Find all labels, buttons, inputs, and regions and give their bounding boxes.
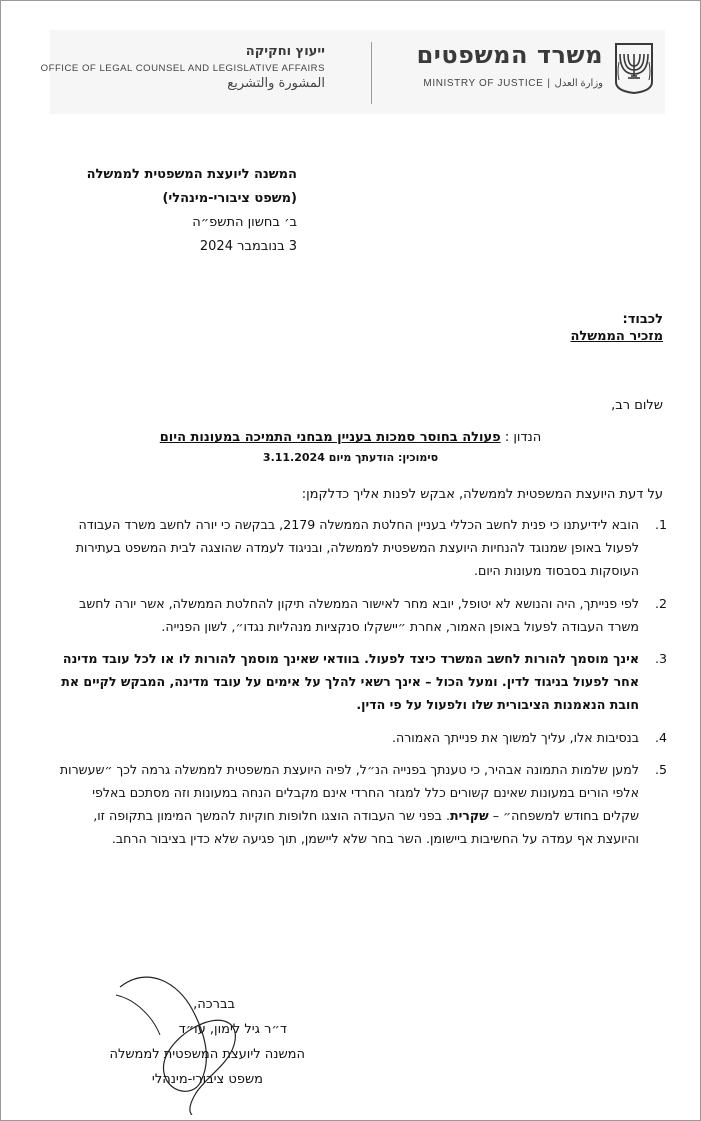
ministry-name-line xyxy=(417,78,603,89)
list-item-text: לפי פנייתך, היה והנושא לא יטופל, יובא מחר לאישור הממשלה תיקון להחלטת הממשלה, אשר יורה לחשב משרד העבודה לפעול באופן האמור, אחרת ״יישקלו סנקציות מנהליות נגדו״, לשון הפנייה. xyxy=(79,595,639,634)
signature-name: ד״ר גיל לימון, עו״ד xyxy=(178,1022,287,1037)
list-item-emphasis: שקרית xyxy=(449,808,489,824)
list-item-text: אינך מוסמך להורות לחשב המשרד כיצד לפעול. בוודאי שאינך מוסמך להורות לו או לכל עובד מדינה אחר לפעול בניגוד לדין. ומעל הכול – אינך רשאי להלך על אימים על עובד מדינה, המבקש לקיים את חובת הנאמנות הציבורית שלו ולפעול על פי הדין. xyxy=(61,651,639,713)
list-item-number: 4. xyxy=(654,729,667,745)
signature-closing: בברכה, xyxy=(193,997,235,1012)
list-item-text xyxy=(57,758,639,851)
list-item-text-part: למען שלמות התמונה אבהיר, כי טענתך בפנייה הנ״ל, לפיה היועצת המשפטית לממשלה גרמה לכך ״שעשרות אלפי הורים במעונות שאינם קשורים כלל למגזר החרדי אינם מקבלים הנחה במעונות וזה מסתכם באלפי שקלים בחודש למשפחה״ – xyxy=(59,761,639,824)
date-hebrew: ב׳ בחשון התשפ״ה xyxy=(192,215,297,230)
office-block xyxy=(41,44,325,91)
numbered-list xyxy=(57,513,667,860)
recipient-label: לכבוד: xyxy=(622,312,663,327)
office-name-arabic: المشورة والتشريع xyxy=(227,76,325,91)
letterhead xyxy=(40,30,665,114)
date-gregorian: 3 בנובמבר 2024 xyxy=(199,239,297,254)
subject-line xyxy=(60,430,641,445)
subject-text: פעולה בחוסר סמכות בעניין מבחני התמיכה במעונות היום xyxy=(159,430,501,445)
list-item-number: 2. xyxy=(654,595,667,611)
sender-subtitle: (משפט ציבורי-מינהלי) xyxy=(162,191,297,206)
list-item xyxy=(57,592,667,638)
ministry-name-english: MINISTRY OF JUSTICE xyxy=(423,78,544,89)
list-item-text: בנסיבות אלו, עליך למשוך את פנייתך האמורה. xyxy=(391,729,639,745)
list-item-number: 1. xyxy=(654,517,667,532)
ministry-name-arabic: وزارة العدل xyxy=(554,78,603,89)
signature-title: המשנה ליועצת המשפטית לממשלה xyxy=(109,1047,305,1062)
list-item-text-part: . בפני שר העבודה הוצגו חלופות חוקיות להמשך המימון בתקופה זו, והיועצת אף עמדה על החשיבות ביישומן. השר בחר שלא ליישמן, תוך פגיעה שלא כדין בציבור הרחב. xyxy=(93,808,639,847)
recipient-name: מזכיר הממשלה xyxy=(570,329,663,344)
office-name-english: OFFICE OF LEGAL COUNSEL AND LEGISLATIVE AFFAIRS xyxy=(40,63,325,74)
list-item xyxy=(57,726,667,749)
ministry-name-hebrew: משרד המשפטים xyxy=(416,41,603,69)
list-item-text: הובא לידיעתנו כי פנית לחשב הכללי בעניין החלטת הממשלה 2179, בבקשה כי יורה לחשב משרד העבודה לפעול באופן שמנוגד להנחיות היועצת המשפטית לממשלה, ובניגוד לעמדה שהוצגה לבית המשפט בעתירות העוסקות בסבסוד מעונות היום. xyxy=(75,517,639,579)
sender-title: המשנה ליועצת המשפטית לממשלה xyxy=(86,167,297,182)
list-item xyxy=(57,513,667,583)
intro-paragraph: על דעת היועצת המשפטית לממשלה, אבקש לפנות אליך כדלקמן: xyxy=(301,487,663,502)
list-item-number: 3. xyxy=(654,651,667,667)
list-item xyxy=(57,647,667,717)
greeting: שלום רב, xyxy=(611,398,663,413)
reference-line: סימוכין: הודעתך מיום 3.11.2024 xyxy=(262,451,439,464)
list-item xyxy=(57,758,667,851)
list-item-number: 5. xyxy=(654,761,667,777)
sender-block xyxy=(37,163,297,259)
ministry-name-separator: | xyxy=(547,78,551,89)
subject-label: הנדון : xyxy=(504,430,542,445)
signature-block xyxy=(60,992,305,1092)
letterhead-divider xyxy=(371,42,372,104)
signature-subtitle: משפט ציבורי-מינהלי xyxy=(151,1072,263,1087)
menorah-emblem-icon xyxy=(613,42,655,94)
ministry-block xyxy=(417,42,603,89)
office-name-hebrew: ייעוץ וחקיקה xyxy=(245,44,325,59)
